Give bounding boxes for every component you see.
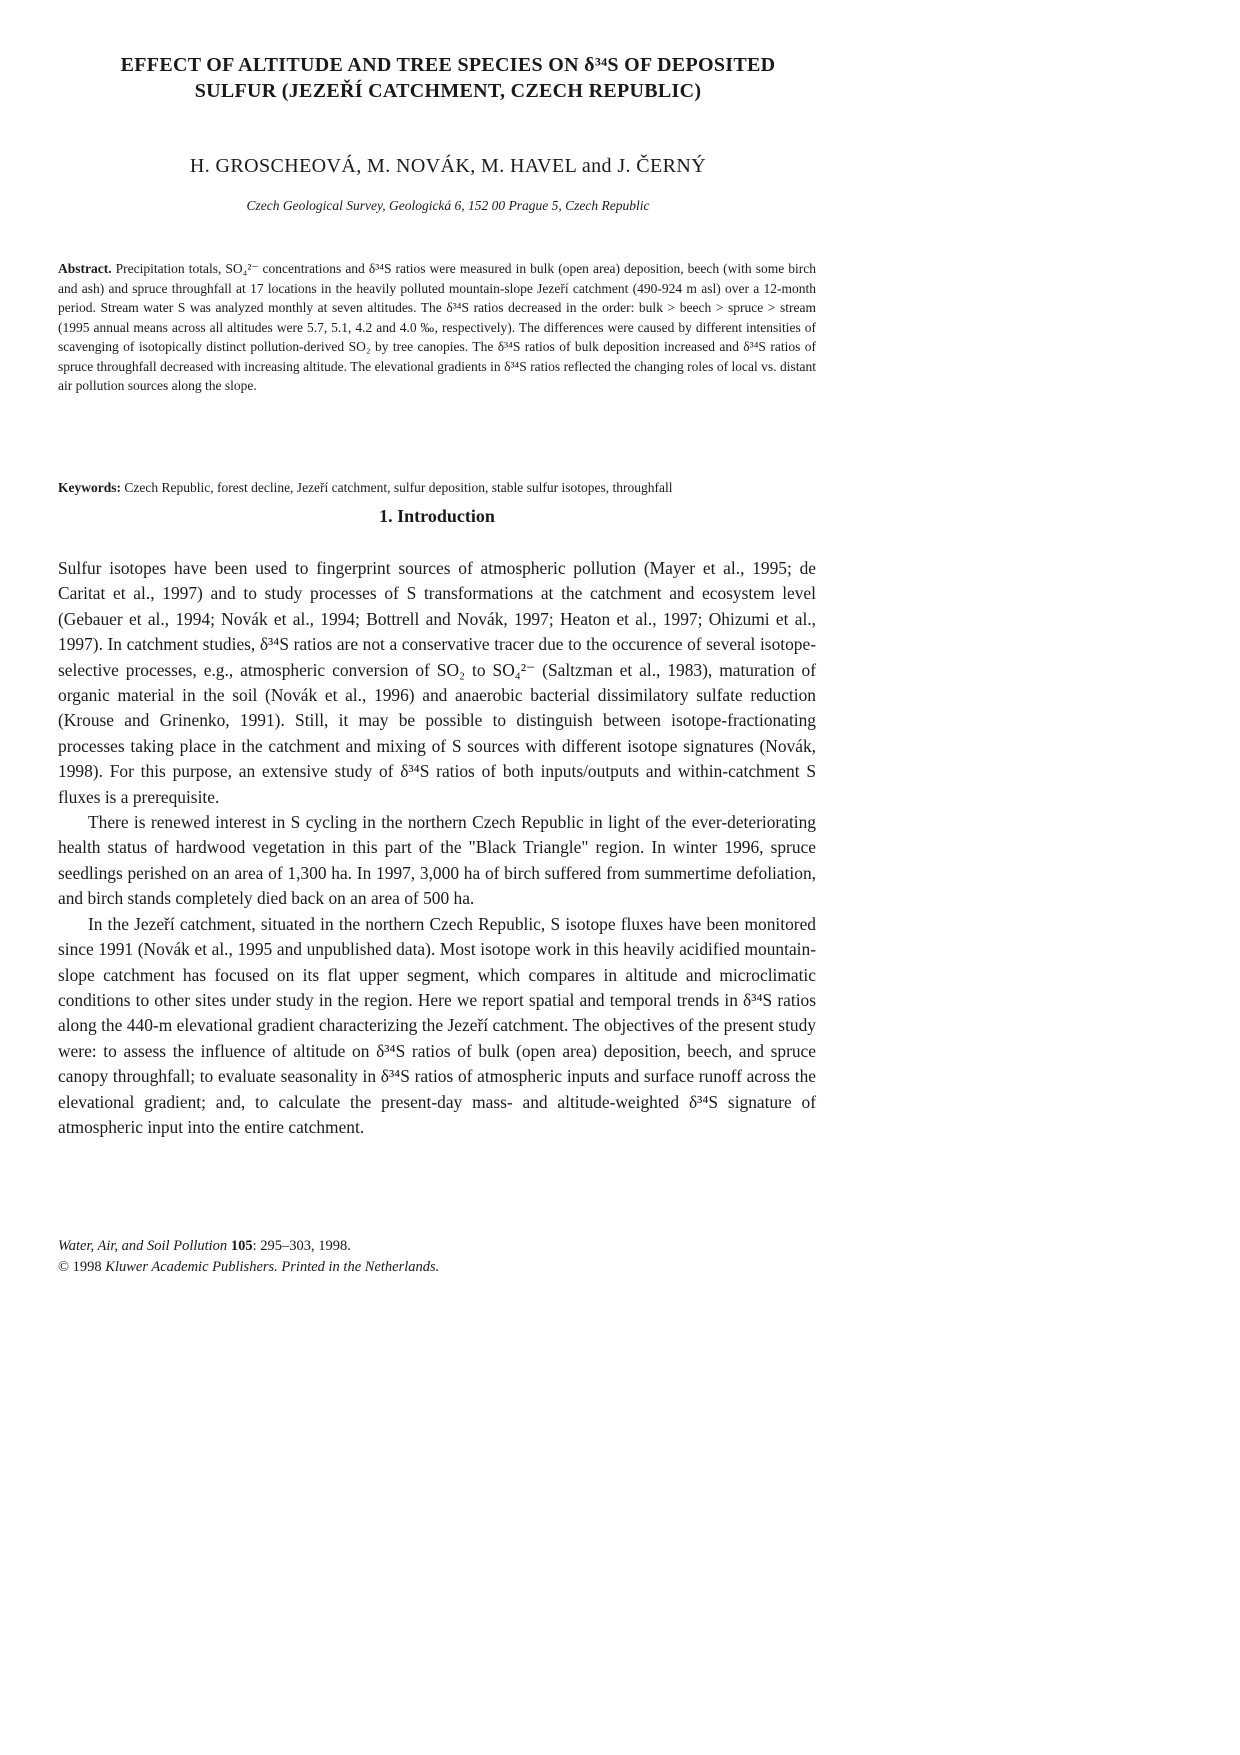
copyright-year: 1998	[72, 1259, 102, 1275]
paragraph-2: There is renewed interest in S cycling in the northern Czech Republic in light of the ever-deteriorating health status of hardwood vegetation in this part of the "Black Triangle" region. In winter 1996, spruce seedlings perished on an area of 1,300 ha. In 1997, 3,000 ha of birch suffered from summertime defoliation, and birch stands completely died back on an area of 500 ha.	[58, 812, 816, 909]
title-line-1: EFFECT OF ALTITUDE AND TREE SPECIES ON δ³⁴S OF DEPOSITED	[120, 54, 776, 76]
journal-volume: 105	[230, 1238, 253, 1254]
copyright-line	[58, 1257, 658, 1278]
paragraph-3: In the Jezeří catchment, situated in the northern Czech Republic, S isotope fluxes have been monitored since 1991 (Novák et al., 1995 and unpublished data). Most isotope work in this heavily acidified mountain-slope catchment has focused on its flat upper segment, which compares in altitude and microclimatic conditions to other sites under study in the region. Here we report spatial and temporal trends in δ³⁴S ratios along the 440-m elevational gradient characterizing the Jezeří catchment. The objectives of the present study were: to assess the influence of altitude on δ³⁴S ratios of bulk (open area) deposition, beech, and spruce canopy throughfall; to evaluate seasonality in δ³⁴S ratios of atmospheric inputs and surface runoff across the elevational gradient; and, to calculate the present-day mass- and altitude-weighted δ³⁴S signature of atmospheric input into the entire catchment.	[58, 913, 816, 1137]
abstract-text: Precipitation totals, SO₄²⁻ concentrations and δ³⁴S ratios were measured in bulk (open area) deposition, beech (with some birch and ash) and spruce throughfall at 17 locations in the heavily polluted mountain-slope Jezeří catchment (490-924 m asl) over a 12-month period. Stream water S was analyzed monthly at seven altitudes. The δ³⁴S ratios decreased in the order: bulk > beech > spruce > stream (1995 annual means across all altitudes were 5.7, 5.1, 4.2 and 4.0 ‰, respectively). The differences were caused by different intensities of scavenging of isotopically distinct pollution-derived SO₂ by tree canopies. The δ³⁴S ratios of bulk deposition increased and δ³⁴S ratios of spruce throughfall decreased with increasing altitude. The elevational gradients in δ³⁴S ratios reflected the changing roles of local vs. distant air pollution sources along the slope.	[58, 261, 816, 393]
keywords-text: Czech Republic, forest decline, Jezeří catchment, sulfur deposition, stable sulfur isotopes, throughfall	[124, 480, 673, 495]
paper-title	[88, 52, 808, 104]
abstract-label: Abstract.	[58, 261, 112, 276]
citation-footer	[58, 1236, 658, 1278]
keywords	[58, 478, 816, 497]
author-list: H. GROSCHEOVÁ, M. NOVÁK, M. HAVEL and J. ČERNÝ	[189, 155, 707, 177]
body-text	[58, 556, 816, 1140]
journal-citation	[58, 1236, 658, 1257]
paragraph-1: Sulfur isotopes have been used to fingerprint sources of atmospheric pollution (Mayer et al., 1995; de Caritat et al., 1997) and to study processes of S transformations at the catchment and ecosystem level (Gebauer et al., 1994; Novák et al., 1994; Bottrell and Novák, 1997; Heaton et al., 1997; Ohizumi et al., 1997). In catchment studies, δ³⁴S ratios are not a conservative tracer due to the occurence of several isotope-selective processes, e.g., atmospheric conversion of SO₂ to SO₄²⁻ (Saltzman et al., 1983), maturation of organic material in the soil (Novák et al., 1996) and anaerobic bacterial dissimilatory sulfate reduction (Krouse and Grinenko, 1991). Still, it may be possible to distinguish between isotope-fractionating processes taking place in the catchment and mixing of S sources with different isotope signatures (Novák, 1998). For this purpose, an extensive study of δ³⁴S ratios of both inputs/outputs and within-catchment S fluxes is a prerequisite.	[58, 558, 816, 807]
publisher: Kluwer Academic Publishers. Printed in the Netherlands.	[105, 1259, 440, 1275]
journal-pages: : 295–303, 1998.	[252, 1238, 351, 1254]
section-heading: 1. Introduction	[379, 506, 495, 526]
keywords-label: Keywords:	[58, 480, 121, 495]
title-line-2: SULFUR (JEZEŘÍ CATCHMENT, CZECH REPUBLIC)	[194, 80, 702, 102]
journal-name: Water, Air, and Soil Pollution	[58, 1238, 228, 1254]
copyright-symbol: ©	[58, 1259, 70, 1275]
affiliation: Czech Geological Survey, Geologická 6, 152 00 Prague 5, Czech Republic	[246, 198, 650, 213]
abstract	[58, 259, 816, 396]
